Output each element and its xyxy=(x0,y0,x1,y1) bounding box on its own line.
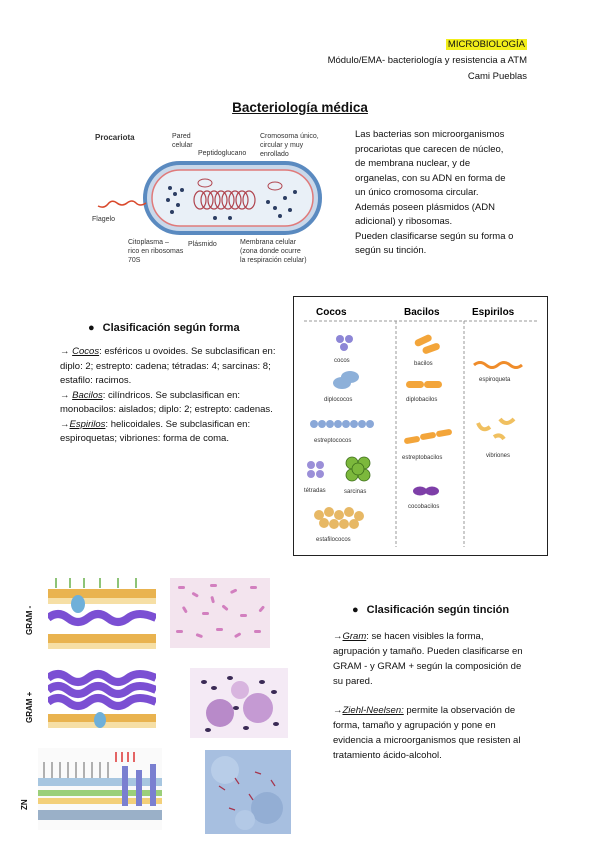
svg-text:bacilos: bacilos xyxy=(414,361,433,367)
author-label: Cami Pueblas xyxy=(467,71,527,82)
svg-text:espiroqueta: espiroqueta xyxy=(479,377,511,383)
svg-text:vibriones: vibriones xyxy=(486,453,511,459)
tincion-heading: ● Clasificación según tinción xyxy=(352,604,510,616)
subject-header xyxy=(446,37,527,53)
prokaryote-diagram xyxy=(90,128,340,273)
svg-text:tétradas: tétradas xyxy=(304,488,326,494)
gram-paragraph: →Gram: se hacen visibles la forma, agrupación y tamaño. Pueden clasificarse en GRAM - y GRAM + según la composición de su pared. xyxy=(333,631,523,687)
forma-text: → Cocos: esféricos u ovoides. Se subclasifican en: diplo: 2; estrepto: cadena; tétradas: 4; sarcinas: 8; estafilo: racimos. → Bacilos: cilíndricos. Se subclasifican en: monobacilos: aislados; diplo: 2; estrepto: cadenas. →Espirilos: helicoidales. Se subclasifican en: espiroquetas; vibriones: forma de coma. xyxy=(60,346,276,444)
term-cocos: Cocos xyxy=(72,346,100,357)
diagram-label-membrana-1: Membrana celular xyxy=(240,239,297,246)
flagellum-shape xyxy=(98,201,146,207)
forma-heading: ● Clasificación según forma xyxy=(88,322,240,334)
term-gram: Gram xyxy=(342,631,367,642)
subject-label: MICROBIOLOGÍA xyxy=(447,39,525,50)
diagram-label-pared-1: Pared xyxy=(172,133,191,140)
diagram-label-procariota: Procariota xyxy=(95,133,135,142)
gram-negative-diagram xyxy=(48,578,156,656)
gram-positive-label: GRAM + xyxy=(25,691,34,723)
zn-paragraph: →Ziehl-Neelsen: permite la observación de forma, tamaño y agrupación y pone en evidencia a microorganismos que resisten al tratamiento ácido-alcohol. xyxy=(333,705,521,761)
svg-text:diplococos: diplococos xyxy=(324,397,353,403)
diagram-label-flagelo: Flagelo xyxy=(92,216,115,223)
gram-negative-micrograph xyxy=(170,578,270,648)
bacteria-shapes-figure xyxy=(293,296,548,556)
col-header-bacilos: Bacilos xyxy=(404,307,440,318)
diagram-label-plasmido: Plásmido xyxy=(188,241,217,248)
diagram-label-membrana-2: (zona donde ocurre xyxy=(240,248,301,255)
module-label: Módulo/EMA- bacteriología y resistencia a ATM xyxy=(327,55,527,66)
term-bacilos: Bacilos xyxy=(72,389,103,401)
intro-paragraph: Las bacterias son microorganismos procariotas que carecen de núcleo, de membrana nuclear, y de organelas, con su ADN en forma de un único cromosoma circular. Además poseen plásmidos (ADN adicional) y ribosomas. Pueden clasificarse según su forma o según su tinción. xyxy=(355,129,514,256)
svg-text:estreptobacilos: estreptobacilos xyxy=(402,455,443,461)
diagram-label-citoplasma-2: rico en ribosomas xyxy=(128,248,184,255)
svg-text:estreptococos: estreptococos xyxy=(314,438,352,444)
gram-positive-micrograph xyxy=(190,668,288,738)
col-header-espirilos: Espirilos xyxy=(472,307,515,318)
svg-text:cocobacilos: cocobacilos xyxy=(408,504,440,510)
ziehl-neelsen-micrograph xyxy=(205,750,291,834)
svg-text:cocos: cocos xyxy=(334,358,350,364)
diagram-label-membrana-3: la respiración celular) xyxy=(240,257,307,264)
gram-negative-label: GRAM - xyxy=(25,605,34,635)
cell-membrane-shape xyxy=(152,170,313,226)
diagram-label-cromosoma-2: circular y muy xyxy=(260,142,304,149)
ziehl-neelsen-diagram xyxy=(38,748,162,830)
diagram-label-peptidoglucano: Peptidoglucano xyxy=(198,150,247,157)
term-ziehl-neelsen: Ziehl-Neelsen: xyxy=(342,705,404,716)
zn-label: ZN xyxy=(20,799,29,810)
gram-positive-diagram xyxy=(48,668,156,732)
col-header-cocos: Cocos xyxy=(316,307,347,318)
diagram-label-cromosoma-1: Cromosoma único, xyxy=(260,133,319,140)
svg-text:sarcinas: sarcinas xyxy=(344,489,367,495)
svg-text:diplobacilos: diplobacilos xyxy=(406,397,438,403)
term-espirilos: Espirilos xyxy=(69,418,106,430)
svg-text:estafilococos: estafilococos xyxy=(316,537,351,543)
diagram-label-citoplasma-3: 70S xyxy=(128,257,141,264)
diagram-label-pared-2: celular xyxy=(172,142,193,149)
diagram-label-citoplasma-1: Citoplasma – xyxy=(128,239,169,246)
page-title: Bacteriología médica xyxy=(232,100,368,115)
diagram-label-cromosoma-3: enrollado xyxy=(260,151,289,158)
